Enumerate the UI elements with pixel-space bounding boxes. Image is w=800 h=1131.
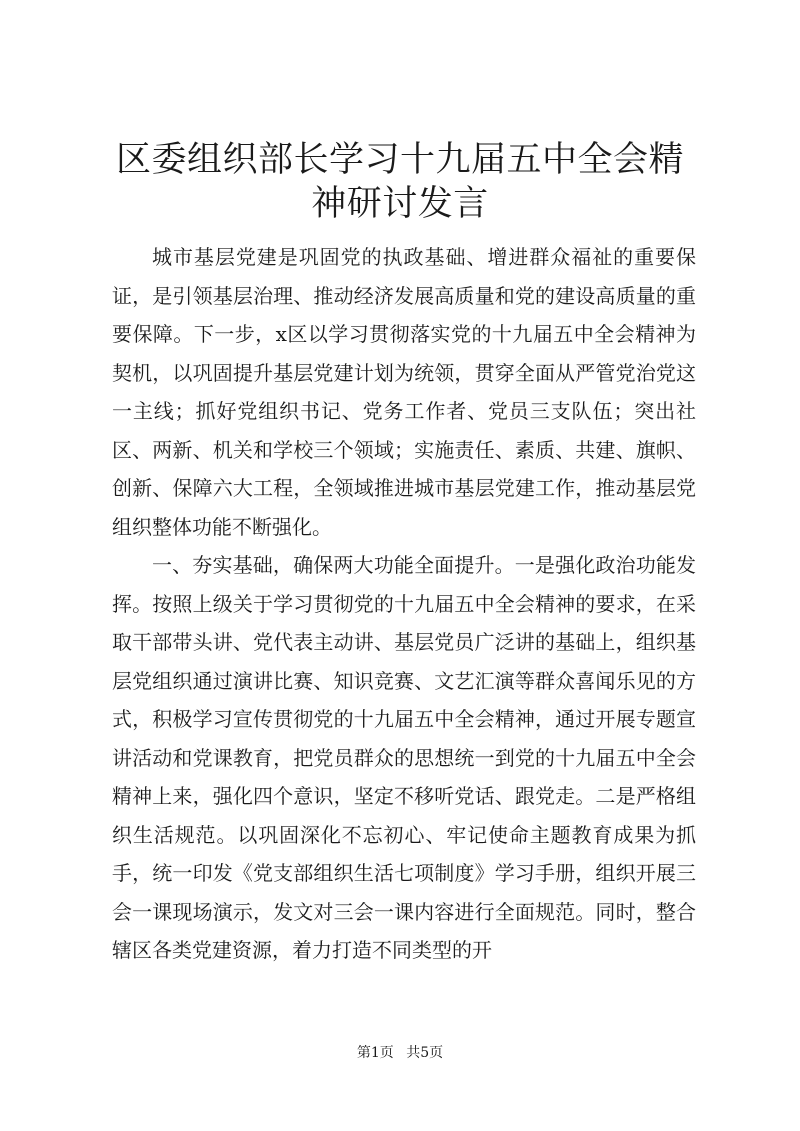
body-paragraph: 城市基层党建是巩固党的执政基础、增进群众福祉的重要保证，是引领基层治理、推动经济发展高质量和党的建设高质量的重要保障。下一步，x区以学习贯彻落实党的十九届五中全会精神为契机，以巩固提升基层党建计划为统领，贯穿全面从严管党治党这一主线；抓好党组织书记、党务工作者、党员三支队伍；突出社区、两新、机关和学校三个领域；实施责任、素质、共建、旗帜、创新、保障六大工程，全领域推进城市基层党建工作，推动基层党组织整体功能不断强化。 [112,245,696,539]
page-number: 第1页 [356,1045,394,1061]
page-footer [0,1044,800,1062]
body-paragraph: 一、夯实基础，确保两大功能全面提升。一是强化政治功能发挥。按照上级关于学习贯彻党的十九届五中全会精神的要求，在采取干部带头讲、党代表主动讲、基层党员广泛讲的基础上，组织基层党组织通过演讲比赛、知识竞赛、文艺汇演等群众喜闻乐见的方式，积极学习宣传贯彻党的十九届五中全会精神，通过开展专题宣讲活动和党课教育，把党员群众的思想统一到党的十九届五中全会精神上来，强化四个意识，坚定不移听党话、跟党走。二是严格组织生活规范。以巩固深化不忘初心、牢记使命主题教育成果为抓手，统一印发《党支部组织生活七项制度》学习手册，组织开展三会一课现场演示，发文对三会一课内容进行全面规范。同时，整合辖区各类党建资源，着力打造不同类型的开 [112,553,696,962]
page-total: 共5页 [406,1045,444,1061]
document-body [112,238,696,970]
document-title: 区委组织部长学习十九届五中全会精神研讨发言 [115,140,684,224]
